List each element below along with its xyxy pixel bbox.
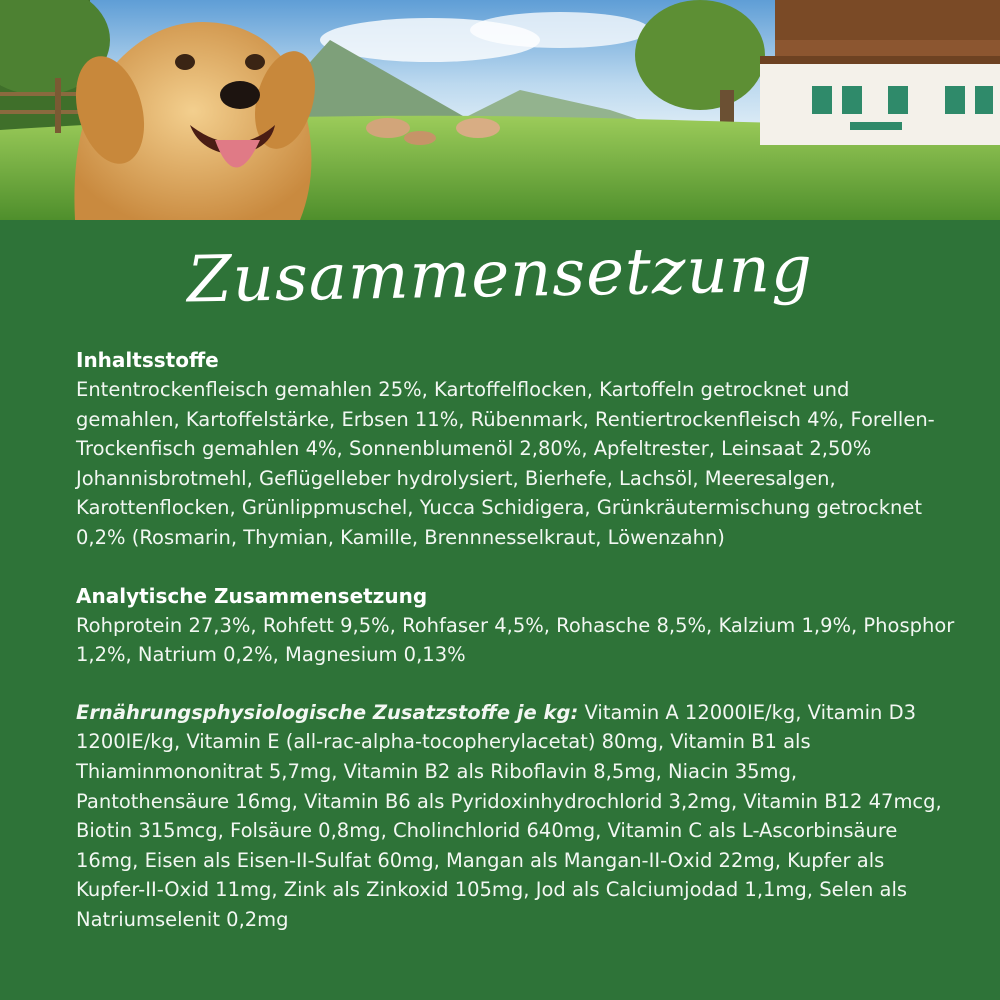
composition-content [76,345,956,963]
analysis-text: Rohprotein 27,3%, Rohfett 9,5%, Rohfaser 4,5%, Rohasche 8,5%, Kalzium 1,9%, Phosphor 1,2%, Natrium 0,2%, Magnesium 0,13% [76,613,955,667]
page-title: Zusammensetzung [186,232,814,318]
additives-label: Ernährungsphysiologische Zusatzstoffe je kg: [76,700,579,724]
additives-paragraph [76,698,956,935]
ingredients-heading: Inhaltsstoffe [76,348,219,372]
hero-banner [0,0,1000,220]
analysis-section [76,581,956,670]
ingredients-section [76,345,956,553]
alpine-meadow-dog-illustration [0,0,1000,220]
ingredients-text: Ententrockenfleisch gemahlen 25%, Kartoffelflocken, Kartoffeln getrocknet und gemahlen, Kartoffelstärke, Erbsen 11%, Rübenmark, Rentiertrockenfleisch 4%, Forellen-Trockenfisch gemahlen 4%, Sonnenblumenöl 2,80%, Apfeltrester, Leinsaat 2,50% Johannisbrotmehl, Geflügelleber hydrolysiert, Bierhefe, Lachsöl, Meeresalgen, Karottenflocken, Grünlippmuschel, Yucca Schidigera, Grünkräutermischung getrocknet 0,2% (Rosmarin, Thymian, Kamille, Brennnesselkraut, Löwenzahn) [76,378,935,549]
additives-section [76,698,956,935]
analysis-heading: Analytische Zusammensetzung [76,583,428,608]
additives-text: Vitamin A 12000IE/kg, Vitamin D3 1200IE/kg, Vitamin E (all-rac-alpha-tocopherylacetat) 80mg, Vitamin B1 als Thiaminmononitrat 5,7mg, Vitamin B2 als Riboflavin 8,5mg, Niacin 35mg, Pantothensäure 16mg, Vitamin B6 als Pyridoxinhydrochlorid 3,2mg, Vitamin B12 47mcg, Biotin 315mcg, Folsäure 0,8mg, Cholinchlorid 640mg, Vitamin C als L-Ascorbinsäure 16mg, Eisen als Eisen-II-Sulfat 60mg, Mangan als Mangan-II-Oxid 22mg, Kupfer als Kupfer-II-Oxid 11mg, Zink als Zinkoxid 105mg, Jod als Calciumjodad 1,1mg, Selen als Natriumselenit 0,2mg [76,700,942,931]
